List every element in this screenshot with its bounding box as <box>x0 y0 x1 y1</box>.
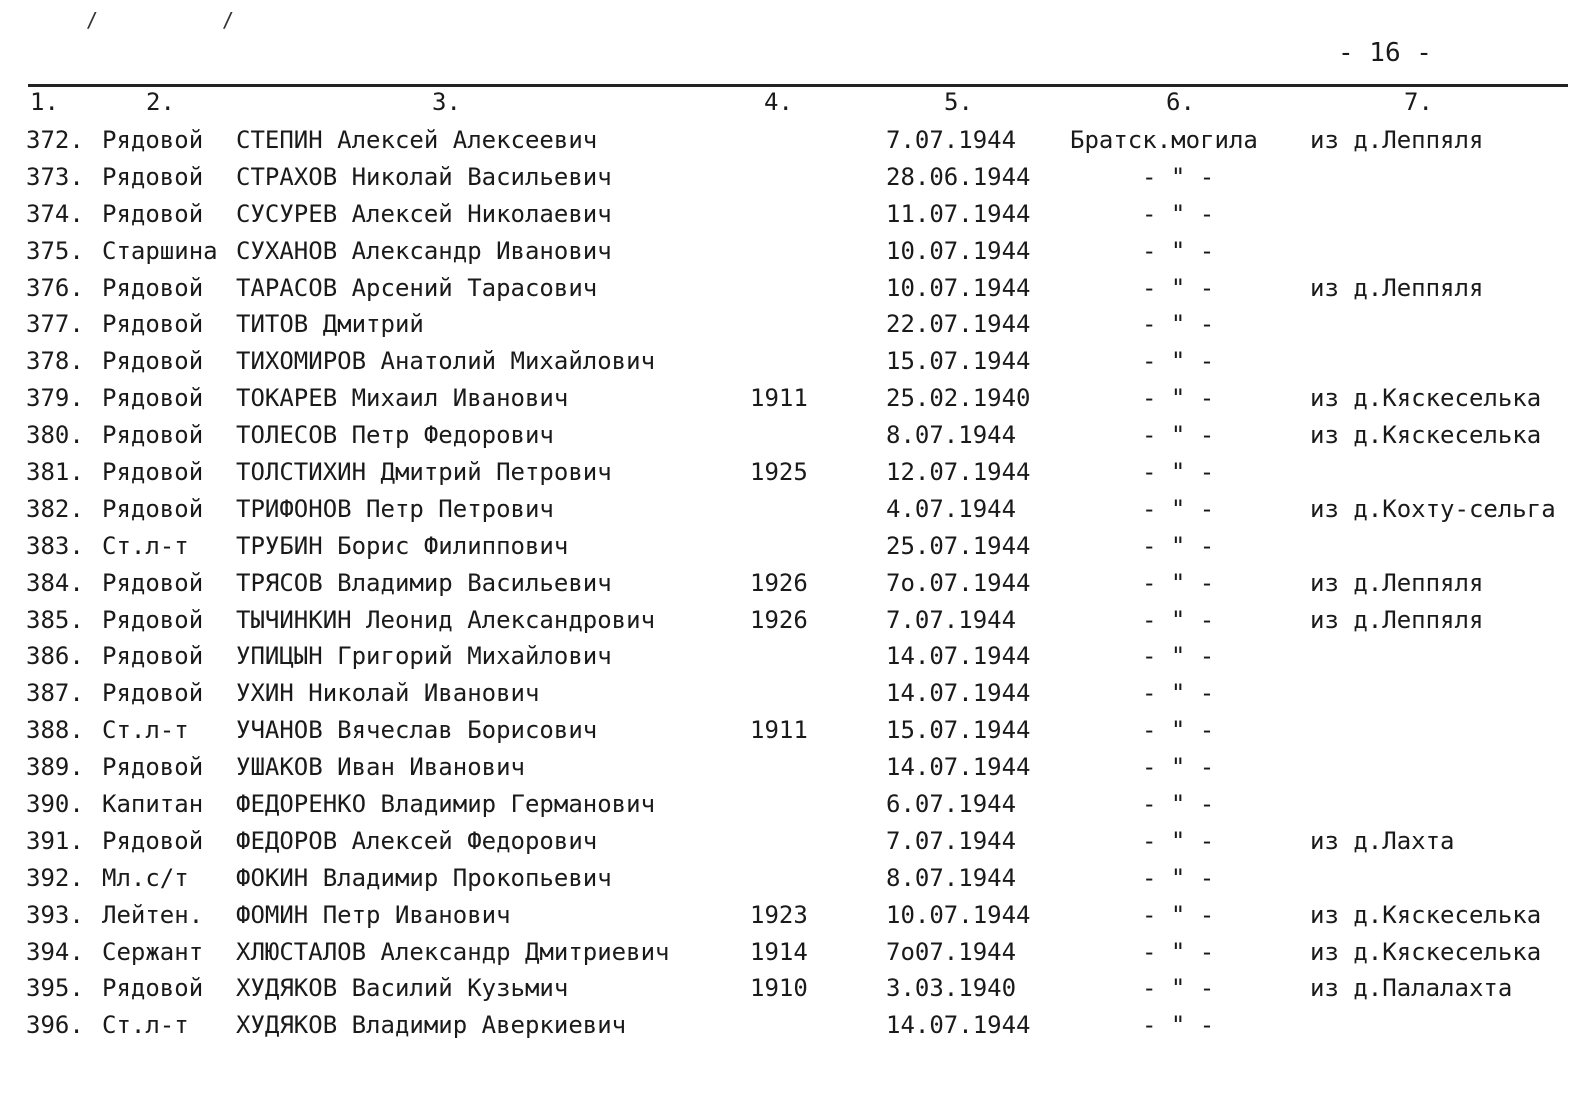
record-rank: Капитан <box>102 790 204 819</box>
record-name: ТЫЧИНКИН Леонид Александрович <box>236 605 656 634</box>
record-name: ФЕДОРОВ Алексей Федорович <box>236 826 598 855</box>
record-death-date: 7.07.1944 <box>886 126 1017 154</box>
record-number: 372. <box>26 126 84 154</box>
record-death-date: 14.07.1944 <box>886 679 1031 708</box>
record-burial-place: - " - <box>1142 347 1215 376</box>
record-burial-place: - " - <box>1142 790 1215 819</box>
record-origin: из д.Палалахта <box>1310 974 1513 1003</box>
column-header: 2. <box>146 88 175 116</box>
column-header: 5. <box>944 88 973 116</box>
record-burial-place: - " - <box>1142 863 1215 892</box>
record-rank: Рядовой <box>102 826 204 855</box>
record-burial-place: - " - <box>1142 974 1215 1003</box>
record-rank: Рядовой <box>102 605 204 634</box>
record-rank: Мл.с/т <box>102 863 189 892</box>
column-header: 3. <box>432 88 461 116</box>
record-birth-year: 1926 <box>750 568 808 597</box>
record-origin: из д.Кяскеселька <box>1310 384 1542 413</box>
record-name: ТОЛЕСОВ Петр Федорович <box>236 421 554 450</box>
record-rank: Рядовой <box>102 421 204 450</box>
record-death-date: 8.07.1944 <box>886 863 1017 892</box>
record-name: ФОМИН Петр Иванович <box>236 900 511 929</box>
record-name: ТИХОМИРОВ Анатолий Михайлович <box>236 347 656 376</box>
record-number: 384. <box>26 568 84 597</box>
record-number: 373. <box>26 162 84 191</box>
table-row <box>0 419 1588 456</box>
record-death-date: 25.02.1940 <box>886 384 1031 413</box>
record-name: ХУДЯКОВ Василий Кузьмич <box>236 974 569 1003</box>
record-number: 396. <box>26 1011 84 1040</box>
record-name: СТЕПИН Алексей Алексеевич <box>236 126 598 154</box>
record-death-date: 11.07.1944 <box>886 199 1031 228</box>
table-row <box>0 714 1588 751</box>
record-burial-place: - " - <box>1142 1011 1215 1040</box>
record-burial-place: - " - <box>1142 273 1215 302</box>
record-birth-year: 1914 <box>750 937 808 966</box>
record-death-date: 28.06.1944 <box>886 162 1031 191</box>
table-row <box>0 677 1588 714</box>
column-header: 6. <box>1166 88 1195 116</box>
table-row <box>0 972 1588 1009</box>
record-burial-place: - " - <box>1142 310 1215 339</box>
record-number: 388. <box>26 716 84 745</box>
record-death-date: 10.07.1944 <box>886 273 1031 302</box>
record-number: 375. <box>26 236 84 265</box>
record-birth-year: 1925 <box>750 458 808 487</box>
table-row <box>0 308 1588 345</box>
table-row <box>0 124 1588 161</box>
record-name: ТРУБИН Борис Филиппович <box>236 531 569 560</box>
table-row <box>0 345 1588 382</box>
record-burial-place: - " - <box>1142 900 1215 929</box>
record-death-date: 7о07.1944 <box>886 937 1017 966</box>
record-name: ТРИФОНОВ Петр Петрович <box>236 494 554 523</box>
table-row <box>0 640 1588 677</box>
table-row <box>0 788 1588 825</box>
record-rank: Рядовой <box>102 642 204 671</box>
table-row <box>0 936 1588 973</box>
record-origin: из д.Кяскеселька <box>1310 937 1542 966</box>
record-origin: из д.Кохту-сельга <box>1310 494 1556 523</box>
record-name: ТОКАРЕВ Михаил Иванович <box>236 384 569 413</box>
record-burial-place: - " - <box>1142 826 1215 855</box>
record-origin: из д.Лахта <box>1310 826 1455 855</box>
record-name: ТАРАСОВ Арсений Тарасович <box>236 273 598 302</box>
record-number: 391. <box>26 826 84 855</box>
record-number: 385. <box>26 605 84 634</box>
record-birth-year: 1926 <box>750 605 808 634</box>
record-number: 380. <box>26 421 84 450</box>
record-birth-year: 1923 <box>750 900 808 929</box>
record-name: УЧАНОВ Вячеслав Борисович <box>236 716 598 745</box>
record-burial-place: - " - <box>1142 642 1215 671</box>
record-origin: из д.Леппяля <box>1310 126 1484 154</box>
record-name: СТРАХОВ Николай Васильевич <box>236 162 612 191</box>
record-burial-place: - " - <box>1142 753 1215 782</box>
record-death-date: 14.07.1944 <box>886 753 1031 782</box>
record-rank: Рядовой <box>102 753 204 782</box>
record-number: 377. <box>26 310 84 339</box>
page-number: - 16 - <box>1338 38 1432 68</box>
record-burial-place: - " - <box>1142 162 1215 191</box>
table-row <box>0 1009 1588 1046</box>
table-row <box>0 862 1588 899</box>
record-name: УХИН Николай Иванович <box>236 679 540 708</box>
record-number: 389. <box>26 753 84 782</box>
table-row <box>0 493 1588 530</box>
table-row <box>0 825 1588 862</box>
record-number: 379. <box>26 384 84 413</box>
record-rank: Рядовой <box>102 162 204 191</box>
record-origin: из д.Кяскеселька <box>1310 900 1542 929</box>
record-death-date: 4.07.1944 <box>886 494 1017 523</box>
record-number: 392. <box>26 863 84 892</box>
record-name: ФОКИН Владимир Прокопьевич <box>236 863 612 892</box>
record-death-date: 3.03.1940 <box>886 974 1017 1003</box>
record-number: 376. <box>26 273 84 302</box>
record-death-date: 15.07.1944 <box>886 716 1031 745</box>
record-rank: Рядовой <box>102 458 204 487</box>
record-rank: Сержант <box>102 937 204 966</box>
column-header: 4. <box>764 88 793 116</box>
record-burial-place: - " - <box>1142 458 1215 487</box>
record-rank: Рядовой <box>102 199 204 228</box>
record-burial-place: - " - <box>1142 384 1215 413</box>
record-birth-year: 1911 <box>750 384 808 413</box>
record-name: СУСУРЕВ Алексей Николаевич <box>236 199 612 228</box>
margin-mark: / <box>222 8 235 32</box>
record-rank: Лейтен. <box>102 900 204 929</box>
record-rank: Рядовой <box>102 568 204 597</box>
table-row <box>0 382 1588 419</box>
record-birth-year: 1910 <box>750 974 808 1003</box>
record-origin: из д.Кяскеселька <box>1310 421 1542 450</box>
table-row <box>0 604 1588 641</box>
record-birth-year: 1911 <box>750 716 808 745</box>
record-death-date: 25.07.1944 <box>886 531 1031 560</box>
record-number: 393. <box>26 900 84 929</box>
record-death-date: 7.07.1944 <box>886 605 1017 634</box>
record-name: ТРЯСОВ Владимир Васильевич <box>236 568 612 597</box>
record-rank: Рядовой <box>102 384 204 413</box>
record-name: ТИТОВ Дмитрий <box>236 310 424 339</box>
record-burial-place: - " - <box>1142 494 1215 523</box>
record-death-date: 14.07.1944 <box>886 1011 1031 1040</box>
header-rule <box>28 84 1568 87</box>
column-headers <box>0 88 1588 122</box>
record-number: 378. <box>26 347 84 376</box>
record-origin: из д.Леппяля <box>1310 568 1484 597</box>
record-burial-place: - " - <box>1142 531 1215 560</box>
record-name: УШАКОВ Иван Иванович <box>236 753 525 782</box>
record-name: ХЛЮСТАЛОВ Александр Дмитриевич <box>236 937 670 966</box>
record-name: ФЕДОРЕНКО Владимир Германович <box>236 790 656 819</box>
record-death-date: 7.07.1944 <box>886 826 1017 855</box>
record-list <box>0 124 1588 1046</box>
table-row <box>0 161 1588 198</box>
record-burial-place: - " - <box>1142 679 1215 708</box>
record-burial-place: - " - <box>1142 199 1215 228</box>
table-row <box>0 751 1588 788</box>
record-origin: из д.Леппяля <box>1310 605 1484 634</box>
record-burial-place: Братск.могила <box>1070 126 1258 154</box>
record-name: УПИЦЫН Григорий Михайлович <box>236 642 612 671</box>
record-number: 394. <box>26 937 84 966</box>
record-number: 381. <box>26 458 84 487</box>
record-rank: Рядовой <box>102 273 204 302</box>
record-burial-place: - " - <box>1142 421 1215 450</box>
record-rank: Рядовой <box>102 126 204 154</box>
record-rank: Старшина <box>102 236 218 265</box>
record-burial-place: - " - <box>1142 605 1215 634</box>
record-name: СУХАНОВ Александр Иванович <box>236 236 612 265</box>
record-death-date: 22.07.1944 <box>886 310 1031 339</box>
record-rank: Рядовой <box>102 347 204 376</box>
record-name: ТОЛСТИХИН Дмитрий Петрович <box>236 458 612 487</box>
table-row <box>0 456 1588 493</box>
record-burial-place: - " - <box>1142 716 1215 745</box>
record-death-date: 10.07.1944 <box>886 900 1031 929</box>
table-row <box>0 272 1588 309</box>
record-number: 387. <box>26 679 84 708</box>
record-number: 374. <box>26 199 84 228</box>
record-number: 383. <box>26 531 84 560</box>
record-rank: Рядовой <box>102 974 204 1003</box>
record-burial-place: - " - <box>1142 236 1215 265</box>
record-rank: Рядовой <box>102 494 204 523</box>
record-number: 395. <box>26 974 84 1003</box>
record-death-date: 7о.07.1944 <box>886 568 1031 597</box>
record-name: ХУДЯКОВ Владимир Аверкиевич <box>236 1011 627 1040</box>
record-burial-place: - " - <box>1142 937 1215 966</box>
table-row <box>0 198 1588 235</box>
table-row <box>0 530 1588 567</box>
table-row <box>0 899 1588 936</box>
record-burial-place: - " - <box>1142 568 1215 597</box>
record-rank: Рядовой <box>102 310 204 339</box>
record-number: 390. <box>26 790 84 819</box>
record-number: 382. <box>26 494 84 523</box>
record-rank: Ст.л-т <box>102 1011 189 1040</box>
margin-mark: / <box>86 8 99 32</box>
record-rank: Ст.л-т <box>102 716 189 745</box>
table-row <box>0 567 1588 604</box>
record-rank: Рядовой <box>102 679 204 708</box>
column-header: 1. <box>30 88 59 116</box>
column-header: 7. <box>1404 88 1433 116</box>
record-death-date: 8.07.1944 <box>886 421 1017 450</box>
record-rank: Ст.л-т <box>102 531 189 560</box>
record-death-date: 6.07.1944 <box>886 790 1017 819</box>
record-death-date: 14.07.1944 <box>886 642 1031 671</box>
record-death-date: 15.07.1944 <box>886 347 1031 376</box>
record-number: 386. <box>26 642 84 671</box>
record-origin: из д.Леппяля <box>1310 273 1484 302</box>
record-death-date: 10.07.1944 <box>886 236 1031 265</box>
table-row <box>0 235 1588 272</box>
record-death-date: 12.07.1944 <box>886 458 1031 487</box>
